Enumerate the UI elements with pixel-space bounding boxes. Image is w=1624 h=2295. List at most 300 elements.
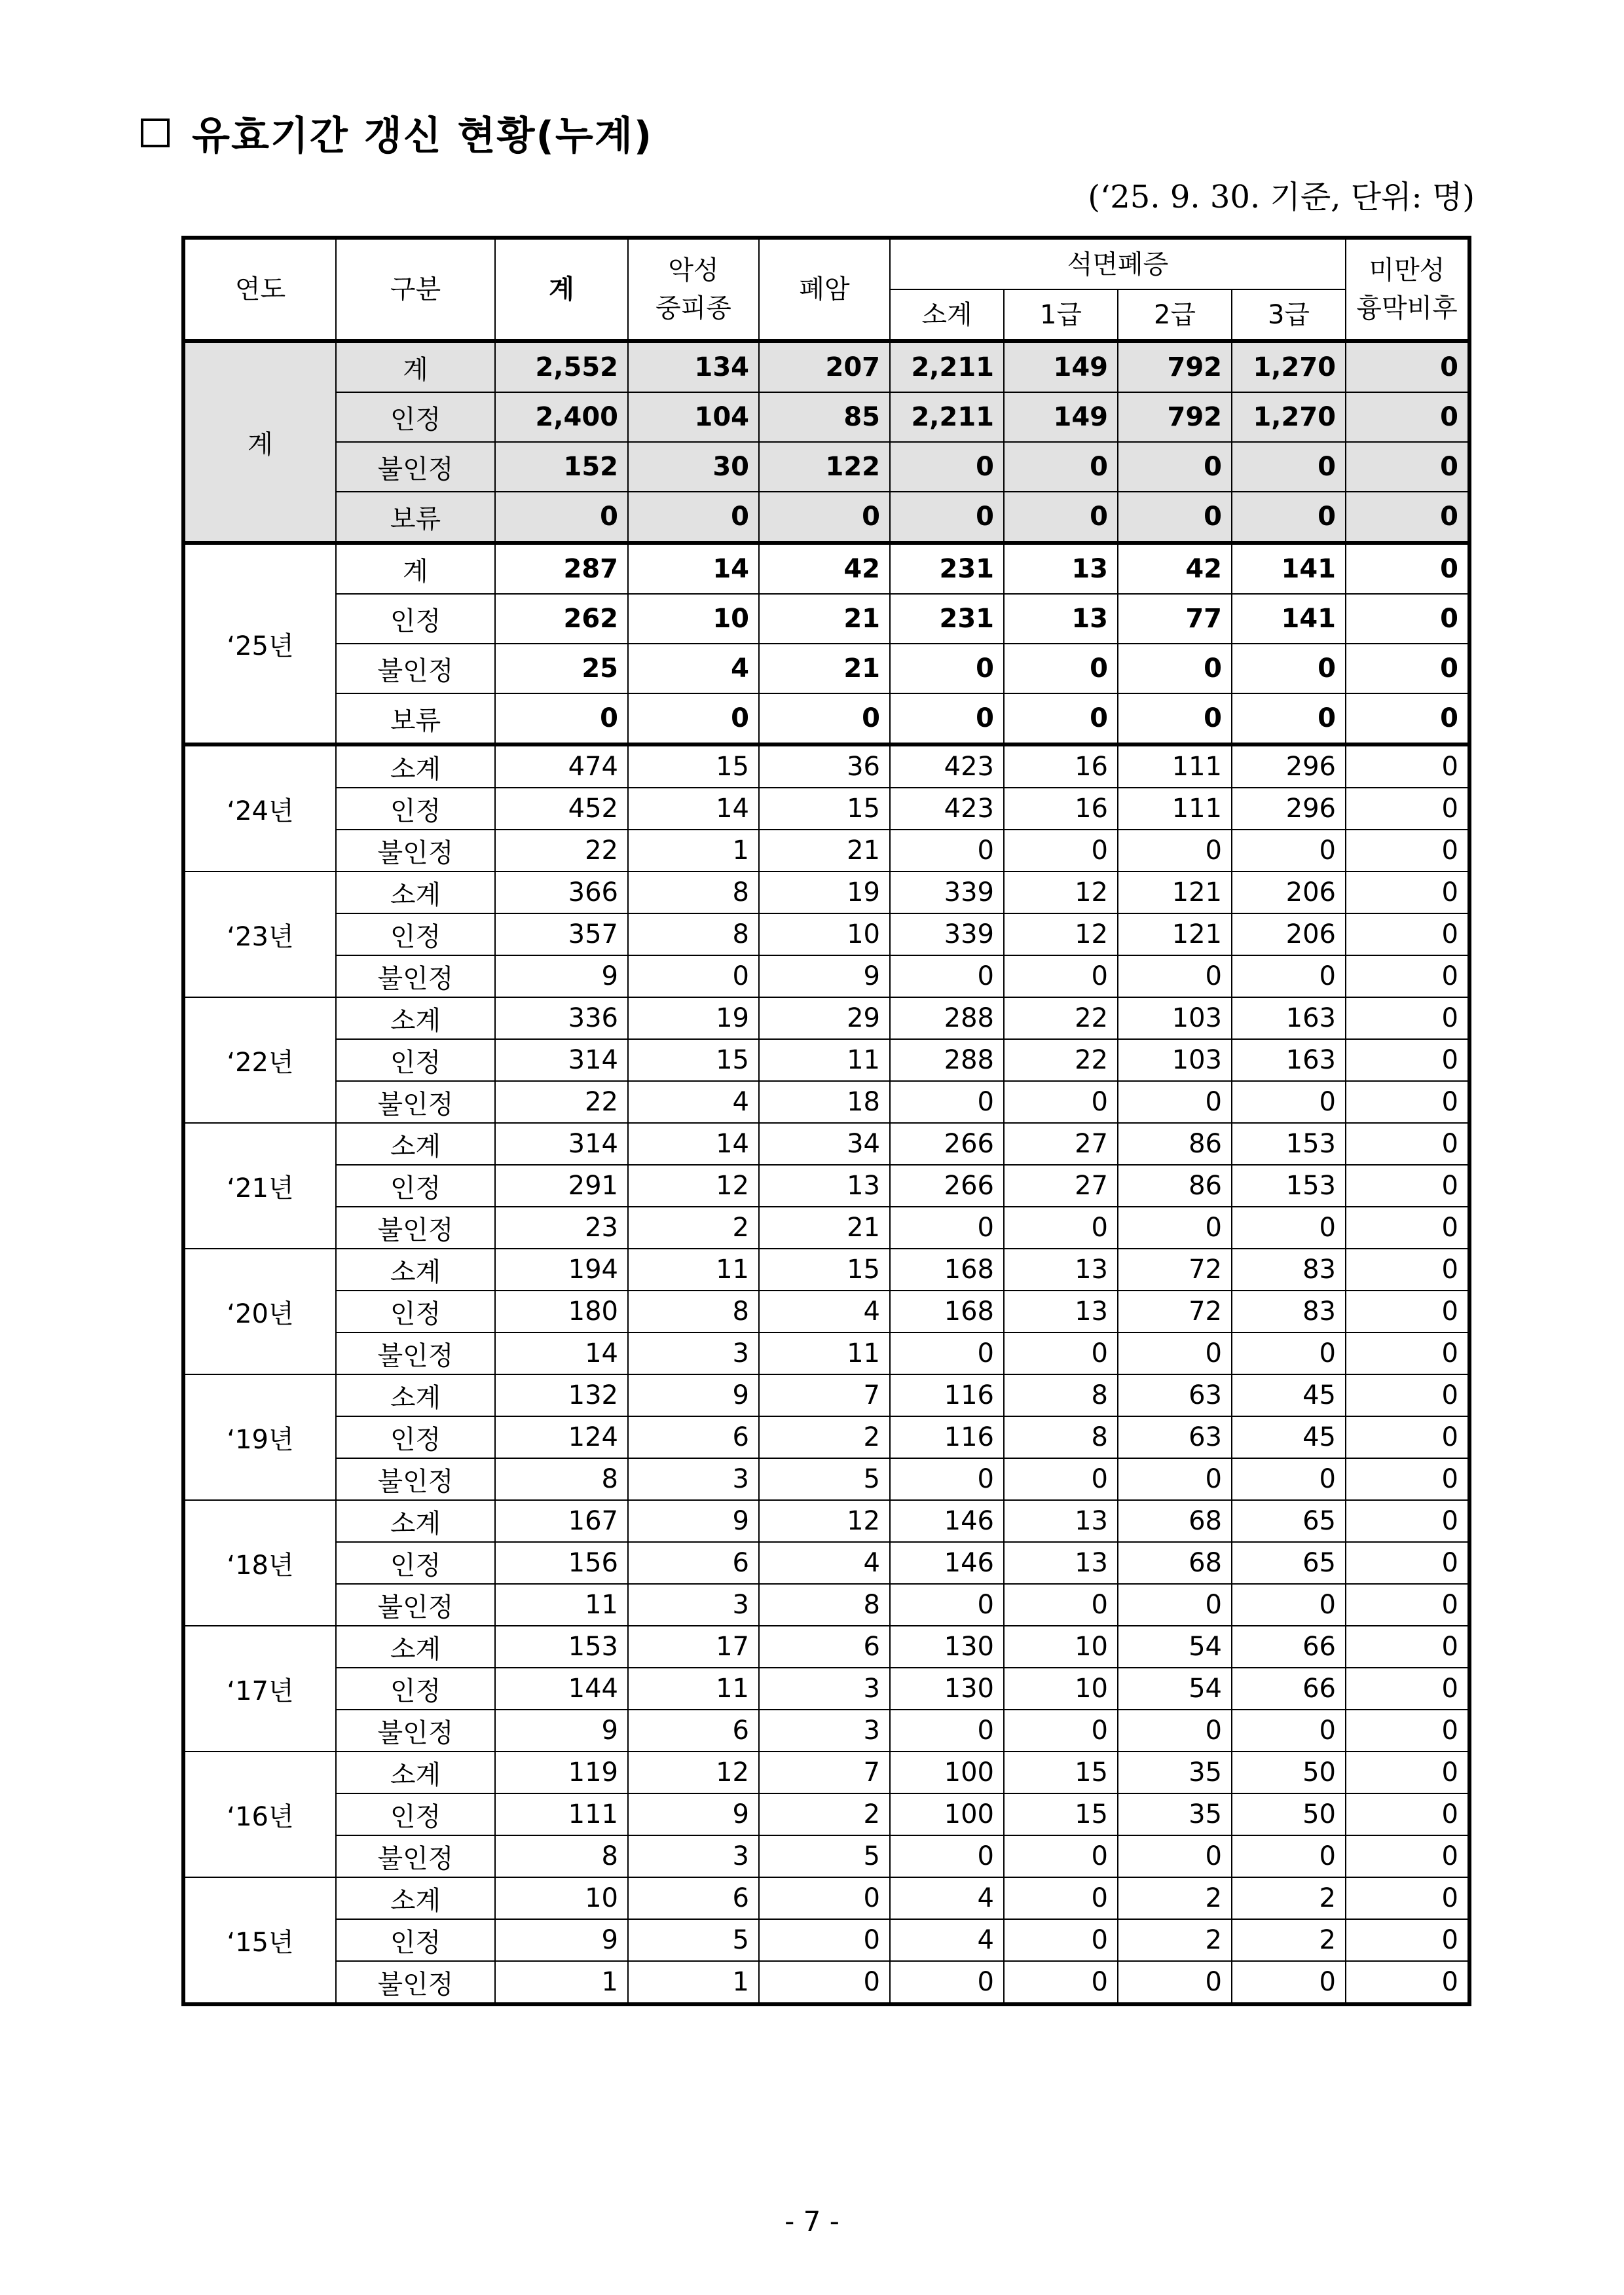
year-cell: ‘16년 bbox=[183, 1752, 336, 1877]
value-cell: 15 bbox=[1004, 1752, 1118, 1793]
value-cell: 6 bbox=[628, 1877, 759, 1919]
value-cell: 66 bbox=[1232, 1668, 1346, 1710]
value-cell: 0 bbox=[1346, 744, 1469, 788]
value-cell: 77 bbox=[1118, 594, 1232, 644]
value-cell: 45 bbox=[1232, 1416, 1346, 1458]
table-row bbox=[183, 1919, 1469, 1961]
section-title-text: 유효기간 갱신 현황(누계) bbox=[192, 113, 654, 159]
value-cell: 124 bbox=[495, 1416, 628, 1458]
year-cell: ‘23년 bbox=[183, 872, 336, 997]
value-cell: 0 bbox=[1232, 442, 1346, 492]
value-cell: 0 bbox=[1346, 442, 1469, 492]
value-cell: 0 bbox=[1346, 830, 1469, 872]
value-cell: 14 bbox=[495, 1332, 628, 1374]
category-cell: 인정 bbox=[336, 1919, 495, 1961]
value-cell: 9 bbox=[495, 1919, 628, 1961]
value-cell: 66 bbox=[1232, 1626, 1346, 1668]
header-year: 연도 bbox=[183, 238, 336, 341]
table-row bbox=[183, 594, 1469, 644]
category-cell: 소계 bbox=[336, 1123, 495, 1165]
value-cell: 5 bbox=[759, 1835, 890, 1877]
value-cell: 0 bbox=[1346, 1752, 1469, 1793]
value-cell: 100 bbox=[890, 1752, 1004, 1793]
value-cell: 206 bbox=[1232, 913, 1346, 955]
value-cell: 0 bbox=[1232, 644, 1346, 693]
year-cell: ‘19년 bbox=[183, 1374, 336, 1500]
value-cell: 0 bbox=[1346, 1500, 1469, 1542]
table-row bbox=[183, 1793, 1469, 1835]
category-cell: 인정 bbox=[336, 392, 495, 442]
value-cell: 68 bbox=[1118, 1500, 1232, 1542]
value-cell: 0 bbox=[1232, 1961, 1346, 2004]
value-cell: 0 bbox=[628, 492, 759, 543]
value-cell: 0 bbox=[1118, 1458, 1232, 1500]
header-subtotal: 소계 bbox=[890, 289, 1004, 341]
value-cell: 0 bbox=[890, 830, 1004, 872]
table-row bbox=[183, 1123, 1469, 1165]
value-cell: 0 bbox=[1346, 955, 1469, 997]
value-cell: 266 bbox=[890, 1123, 1004, 1165]
value-cell: 42 bbox=[1118, 543, 1232, 594]
value-cell: 8 bbox=[628, 913, 759, 955]
table-row bbox=[183, 1668, 1469, 1710]
value-cell: 111 bbox=[1118, 788, 1232, 830]
value-cell: 0 bbox=[1346, 1123, 1469, 1165]
table-row bbox=[183, 1165, 1469, 1207]
value-cell: 0 bbox=[1346, 1374, 1469, 1416]
value-cell: 1,270 bbox=[1232, 392, 1346, 442]
value-cell: 121 bbox=[1118, 872, 1232, 913]
value-cell: 0 bbox=[1346, 1626, 1469, 1668]
value-cell: 9 bbox=[628, 1500, 759, 1542]
category-cell: 불인정 bbox=[336, 1710, 495, 1752]
value-cell: 13 bbox=[759, 1165, 890, 1207]
table-row bbox=[183, 955, 1469, 997]
value-cell: 0 bbox=[890, 693, 1004, 744]
value-cell: 0 bbox=[1004, 1710, 1118, 1752]
value-cell: 0 bbox=[890, 644, 1004, 693]
value-cell: 0 bbox=[495, 492, 628, 543]
value-cell: 2,552 bbox=[495, 341, 628, 392]
value-cell: 15 bbox=[628, 1039, 759, 1081]
value-cell: 21 bbox=[759, 1207, 890, 1249]
value-cell: 141 bbox=[1232, 543, 1346, 594]
value-cell: 0 bbox=[1346, 1877, 1469, 1919]
value-cell: 0 bbox=[1004, 1835, 1118, 1877]
category-cell: 계 bbox=[336, 543, 495, 594]
value-cell: 3 bbox=[628, 1332, 759, 1374]
value-cell: 25 bbox=[495, 644, 628, 693]
value-cell: 14 bbox=[628, 543, 759, 594]
value-cell: 0 bbox=[890, 1584, 1004, 1626]
year-cell: ‘22년 bbox=[183, 997, 336, 1123]
value-cell: 3 bbox=[628, 1584, 759, 1626]
value-cell: 0 bbox=[890, 1961, 1004, 2004]
value-cell: 13 bbox=[1004, 543, 1118, 594]
value-cell: 0 bbox=[1004, 1919, 1118, 1961]
table-row bbox=[183, 492, 1469, 543]
value-cell: 0 bbox=[1118, 1710, 1232, 1752]
value-cell: 12 bbox=[759, 1500, 890, 1542]
value-cell: 0 bbox=[890, 1835, 1004, 1877]
value-cell: 3 bbox=[628, 1458, 759, 1500]
table-row bbox=[183, 341, 1469, 392]
value-cell: 85 bbox=[759, 392, 890, 442]
value-cell: 21 bbox=[759, 594, 890, 644]
category-cell: 불인정 bbox=[336, 442, 495, 492]
value-cell: 168 bbox=[890, 1249, 1004, 1291]
value-cell: 0 bbox=[890, 1458, 1004, 1500]
year-cell: ‘20년 bbox=[183, 1249, 336, 1374]
year-group bbox=[183, 872, 1469, 997]
value-cell: 0 bbox=[1004, 693, 1118, 744]
value-cell: 6 bbox=[628, 1416, 759, 1458]
year-group bbox=[183, 1626, 1469, 1752]
header-pleural-thickening bbox=[1346, 238, 1469, 341]
value-cell: 0 bbox=[1346, 913, 1469, 955]
value-cell: 1 bbox=[628, 1961, 759, 2004]
header-asbestosis: 석면폐증 bbox=[890, 238, 1346, 289]
value-cell: 2 bbox=[1118, 1919, 1232, 1961]
value-cell: 296 bbox=[1232, 788, 1346, 830]
value-cell: 0 bbox=[1118, 693, 1232, 744]
value-cell: 0 bbox=[1346, 1207, 1469, 1249]
category-cell: 불인정 bbox=[336, 1458, 495, 1500]
value-cell: 0 bbox=[1118, 1584, 1232, 1626]
value-cell: 0 bbox=[1004, 442, 1118, 492]
value-cell: 15 bbox=[628, 744, 759, 788]
value-cell: 180 bbox=[495, 1291, 628, 1332]
value-cell: 42 bbox=[759, 543, 890, 594]
value-cell: 116 bbox=[890, 1374, 1004, 1416]
value-cell: 168 bbox=[890, 1291, 1004, 1332]
value-cell: 0 bbox=[1232, 1710, 1346, 1752]
category-cell: 인정 bbox=[336, 1793, 495, 1835]
value-cell: 231 bbox=[890, 594, 1004, 644]
value-cell: 0 bbox=[1346, 1458, 1469, 1500]
value-cell: 50 bbox=[1232, 1752, 1346, 1793]
value-cell: 1 bbox=[495, 1961, 628, 2004]
value-cell: 0 bbox=[1232, 1584, 1346, 1626]
value-cell: 2 bbox=[759, 1416, 890, 1458]
value-cell: 2 bbox=[1232, 1919, 1346, 1961]
value-cell: 0 bbox=[495, 693, 628, 744]
value-cell: 0 bbox=[890, 1710, 1004, 1752]
value-cell: 231 bbox=[890, 543, 1004, 594]
value-cell: 22 bbox=[1004, 997, 1118, 1039]
value-cell: 22 bbox=[495, 1081, 628, 1123]
value-cell: 10 bbox=[1004, 1626, 1118, 1668]
value-cell: 5 bbox=[628, 1919, 759, 1961]
value-cell: 13 bbox=[1004, 1542, 1118, 1584]
value-cell: 0 bbox=[759, 1877, 890, 1919]
value-cell: 72 bbox=[1118, 1291, 1232, 1332]
category-cell: 소계 bbox=[336, 872, 495, 913]
value-cell: 314 bbox=[495, 1123, 628, 1165]
value-cell: 12 bbox=[628, 1165, 759, 1207]
value-cell: 29 bbox=[759, 997, 890, 1039]
value-cell: 54 bbox=[1118, 1626, 1232, 1668]
value-cell: 68 bbox=[1118, 1542, 1232, 1584]
value-cell: 15 bbox=[759, 1249, 890, 1291]
value-cell: 0 bbox=[1346, 997, 1469, 1039]
value-cell: 8 bbox=[759, 1584, 890, 1626]
value-cell: 149 bbox=[1004, 392, 1118, 442]
value-cell: 4 bbox=[628, 644, 759, 693]
table-row bbox=[183, 1626, 1469, 1668]
value-cell: 21 bbox=[759, 644, 890, 693]
value-cell: 8 bbox=[1004, 1416, 1118, 1458]
value-cell: 336 bbox=[495, 997, 628, 1039]
category-cell: 소계 bbox=[336, 1374, 495, 1416]
header-mesothelioma-line1: 악성 bbox=[668, 255, 719, 285]
value-cell: 0 bbox=[1118, 1081, 1232, 1123]
year-group bbox=[183, 1249, 1469, 1374]
header-grade1: 1급 bbox=[1004, 289, 1118, 341]
table-row bbox=[183, 1039, 1469, 1081]
year-cell: ‘25년 bbox=[183, 543, 336, 744]
value-cell: 9 bbox=[495, 955, 628, 997]
year-group bbox=[183, 1877, 1469, 2004]
category-cell: 인정 bbox=[336, 1165, 495, 1207]
value-cell: 262 bbox=[495, 594, 628, 644]
value-cell: 23 bbox=[495, 1207, 628, 1249]
value-cell: 0 bbox=[1232, 1332, 1346, 1374]
table-row bbox=[183, 1752, 1469, 1793]
category-cell: 불인정 bbox=[336, 644, 495, 693]
value-cell: 9 bbox=[628, 1374, 759, 1416]
value-cell: 0 bbox=[1346, 1793, 1469, 1835]
value-cell: 0 bbox=[1118, 830, 1232, 872]
value-cell: 0 bbox=[1118, 1207, 1232, 1249]
value-cell: 1,270 bbox=[1232, 341, 1346, 392]
value-cell: 17 bbox=[628, 1626, 759, 1668]
value-cell: 153 bbox=[1232, 1165, 1346, 1207]
value-cell: 116 bbox=[890, 1416, 1004, 1458]
table-row bbox=[183, 997, 1469, 1039]
value-cell: 0 bbox=[759, 693, 890, 744]
year-group bbox=[183, 1500, 1469, 1626]
value-cell: 119 bbox=[495, 1752, 628, 1793]
value-cell: 8 bbox=[495, 1458, 628, 1500]
header-mesothelioma-line2: 중피종 bbox=[655, 293, 731, 323]
value-cell: 452 bbox=[495, 788, 628, 830]
value-cell: 0 bbox=[1118, 442, 1232, 492]
category-cell: 불인정 bbox=[336, 830, 495, 872]
table-row bbox=[183, 1291, 1469, 1332]
value-cell: 423 bbox=[890, 788, 1004, 830]
value-cell: 8 bbox=[1004, 1374, 1118, 1416]
year-group bbox=[183, 1374, 1469, 1500]
value-cell: 0 bbox=[890, 492, 1004, 543]
category-cell: 인정 bbox=[336, 1416, 495, 1458]
value-cell: 19 bbox=[628, 997, 759, 1039]
value-cell: 0 bbox=[1118, 1835, 1232, 1877]
table-row bbox=[183, 1710, 1469, 1752]
value-cell: 65 bbox=[1232, 1500, 1346, 1542]
value-cell: 0 bbox=[1346, 1165, 1469, 1207]
value-cell: 111 bbox=[1118, 744, 1232, 788]
value-cell: 366 bbox=[495, 872, 628, 913]
header-pleural-line2: 흉막비후 bbox=[1356, 293, 1458, 323]
value-cell: 5 bbox=[759, 1458, 890, 1500]
value-cell: 6 bbox=[759, 1626, 890, 1668]
value-cell: 19 bbox=[759, 872, 890, 913]
value-cell: 54 bbox=[1118, 1668, 1232, 1710]
value-cell: 0 bbox=[759, 1961, 890, 2004]
header-category: 구분 bbox=[336, 238, 495, 341]
table-row bbox=[183, 872, 1469, 913]
value-cell: 0 bbox=[890, 442, 1004, 492]
value-cell: 22 bbox=[1004, 1039, 1118, 1081]
value-cell: 121 bbox=[1118, 913, 1232, 955]
table-row bbox=[183, 1877, 1469, 1919]
value-cell: 18 bbox=[759, 1081, 890, 1123]
header-total: 계 bbox=[495, 238, 628, 341]
value-cell: 6 bbox=[628, 1710, 759, 1752]
value-cell: 86 bbox=[1118, 1165, 1232, 1207]
value-cell: 144 bbox=[495, 1668, 628, 1710]
value-cell: 104 bbox=[628, 392, 759, 442]
table-row bbox=[183, 1416, 1469, 1458]
table-row bbox=[183, 442, 1469, 492]
value-cell: 0 bbox=[1346, 1835, 1469, 1877]
value-cell: 0 bbox=[1004, 1207, 1118, 1249]
value-cell: 0 bbox=[1346, 1416, 1469, 1458]
checkbox-square-icon bbox=[141, 119, 170, 147]
value-cell: 0 bbox=[1346, 644, 1469, 693]
value-cell: 63 bbox=[1118, 1416, 1232, 1458]
value-cell: 163 bbox=[1232, 1039, 1346, 1081]
value-cell: 10 bbox=[628, 594, 759, 644]
value-cell: 11 bbox=[628, 1668, 759, 1710]
value-cell: 63 bbox=[1118, 1374, 1232, 1416]
value-cell: 423 bbox=[890, 744, 1004, 788]
category-cell: 인정 bbox=[336, 1039, 495, 1081]
table-row bbox=[183, 788, 1469, 830]
value-cell: 288 bbox=[890, 1039, 1004, 1081]
table-row bbox=[183, 1458, 1469, 1500]
value-cell: 0 bbox=[628, 955, 759, 997]
category-cell: 인정 bbox=[336, 788, 495, 830]
value-cell: 0 bbox=[1004, 830, 1118, 872]
header-lung-cancer: 폐암 bbox=[759, 238, 890, 341]
table-row bbox=[183, 1835, 1469, 1877]
category-cell: 소계 bbox=[336, 1500, 495, 1542]
table-row bbox=[183, 913, 1469, 955]
value-cell: 9 bbox=[628, 1793, 759, 1835]
category-cell: 불인정 bbox=[336, 1584, 495, 1626]
table-row bbox=[183, 1584, 1469, 1626]
table-row bbox=[183, 1249, 1469, 1291]
category-cell: 불인정 bbox=[336, 1835, 495, 1877]
value-cell: 8 bbox=[628, 872, 759, 913]
category-cell: 보류 bbox=[336, 492, 495, 543]
value-cell: 16 bbox=[1004, 788, 1118, 830]
value-cell: 153 bbox=[495, 1626, 628, 1668]
value-cell: 10 bbox=[495, 1877, 628, 1919]
category-cell: 인정 bbox=[336, 594, 495, 644]
category-cell: 불인정 bbox=[336, 1332, 495, 1374]
table-header bbox=[183, 238, 1469, 341]
value-cell: 72 bbox=[1118, 1249, 1232, 1291]
value-cell: 2 bbox=[1232, 1877, 1346, 1919]
value-cell: 35 bbox=[1118, 1752, 1232, 1793]
value-cell: 0 bbox=[1232, 1081, 1346, 1123]
table-row bbox=[183, 830, 1469, 872]
value-cell: 0 bbox=[1118, 644, 1232, 693]
value-cell: 83 bbox=[1232, 1291, 1346, 1332]
value-cell: 0 bbox=[1232, 492, 1346, 543]
value-cell: 0 bbox=[1346, 1584, 1469, 1626]
renewal-status-table bbox=[181, 236, 1471, 2006]
category-cell: 계 bbox=[336, 341, 495, 392]
value-cell: 152 bbox=[495, 442, 628, 492]
value-cell: 4 bbox=[628, 1081, 759, 1123]
value-cell: 36 bbox=[759, 744, 890, 788]
value-cell: 132 bbox=[495, 1374, 628, 1416]
value-cell: 0 bbox=[1004, 1961, 1118, 2004]
value-cell: 0 bbox=[1232, 1207, 1346, 1249]
value-cell: 287 bbox=[495, 543, 628, 594]
value-cell: 0 bbox=[1346, 1081, 1469, 1123]
year-cell: ‘18년 bbox=[183, 1500, 336, 1626]
value-cell: 357 bbox=[495, 913, 628, 955]
value-cell: 2,400 bbox=[495, 392, 628, 442]
value-cell: 13 bbox=[1004, 1500, 1118, 1542]
year-group bbox=[183, 543, 1469, 744]
value-cell: 9 bbox=[495, 1710, 628, 1752]
value-cell: 0 bbox=[1004, 644, 1118, 693]
value-cell: 130 bbox=[890, 1668, 1004, 1710]
value-cell: 0 bbox=[1346, 1332, 1469, 1374]
value-cell: 13 bbox=[1004, 1291, 1118, 1332]
value-cell: 146 bbox=[890, 1500, 1004, 1542]
value-cell: 0 bbox=[1346, 1249, 1469, 1291]
table-row bbox=[183, 744, 1469, 788]
value-cell: 207 bbox=[759, 341, 890, 392]
value-cell: 0 bbox=[1118, 1332, 1232, 1374]
category-cell: 소계 bbox=[336, 997, 495, 1039]
header-mesothelioma bbox=[628, 238, 759, 341]
value-cell: 339 bbox=[890, 872, 1004, 913]
value-cell: 153 bbox=[1232, 1123, 1346, 1165]
value-cell: 9 bbox=[759, 955, 890, 997]
value-cell: 156 bbox=[495, 1542, 628, 1584]
value-cell: 0 bbox=[1346, 392, 1469, 442]
value-cell: 27 bbox=[1004, 1165, 1118, 1207]
value-cell: 11 bbox=[495, 1584, 628, 1626]
header-pleural-line1: 미만성 bbox=[1369, 255, 1445, 285]
value-cell: 45 bbox=[1232, 1374, 1346, 1416]
category-cell: 인정 bbox=[336, 1291, 495, 1332]
table-row bbox=[183, 1207, 1469, 1249]
value-cell: 141 bbox=[1232, 594, 1346, 644]
value-cell: 4 bbox=[759, 1542, 890, 1584]
year-group bbox=[183, 1752, 1469, 1877]
value-cell: 2 bbox=[628, 1207, 759, 1249]
value-cell: 15 bbox=[759, 788, 890, 830]
value-cell: 13 bbox=[1004, 594, 1118, 644]
value-cell: 34 bbox=[759, 1123, 890, 1165]
year-group bbox=[183, 744, 1469, 872]
category-cell: 소계 bbox=[336, 1249, 495, 1291]
value-cell: 8 bbox=[628, 1291, 759, 1332]
value-cell: 3 bbox=[628, 1835, 759, 1877]
year-cell: ‘17년 bbox=[183, 1626, 336, 1752]
value-cell: 0 bbox=[1346, 492, 1469, 543]
year-group bbox=[183, 997, 1469, 1123]
